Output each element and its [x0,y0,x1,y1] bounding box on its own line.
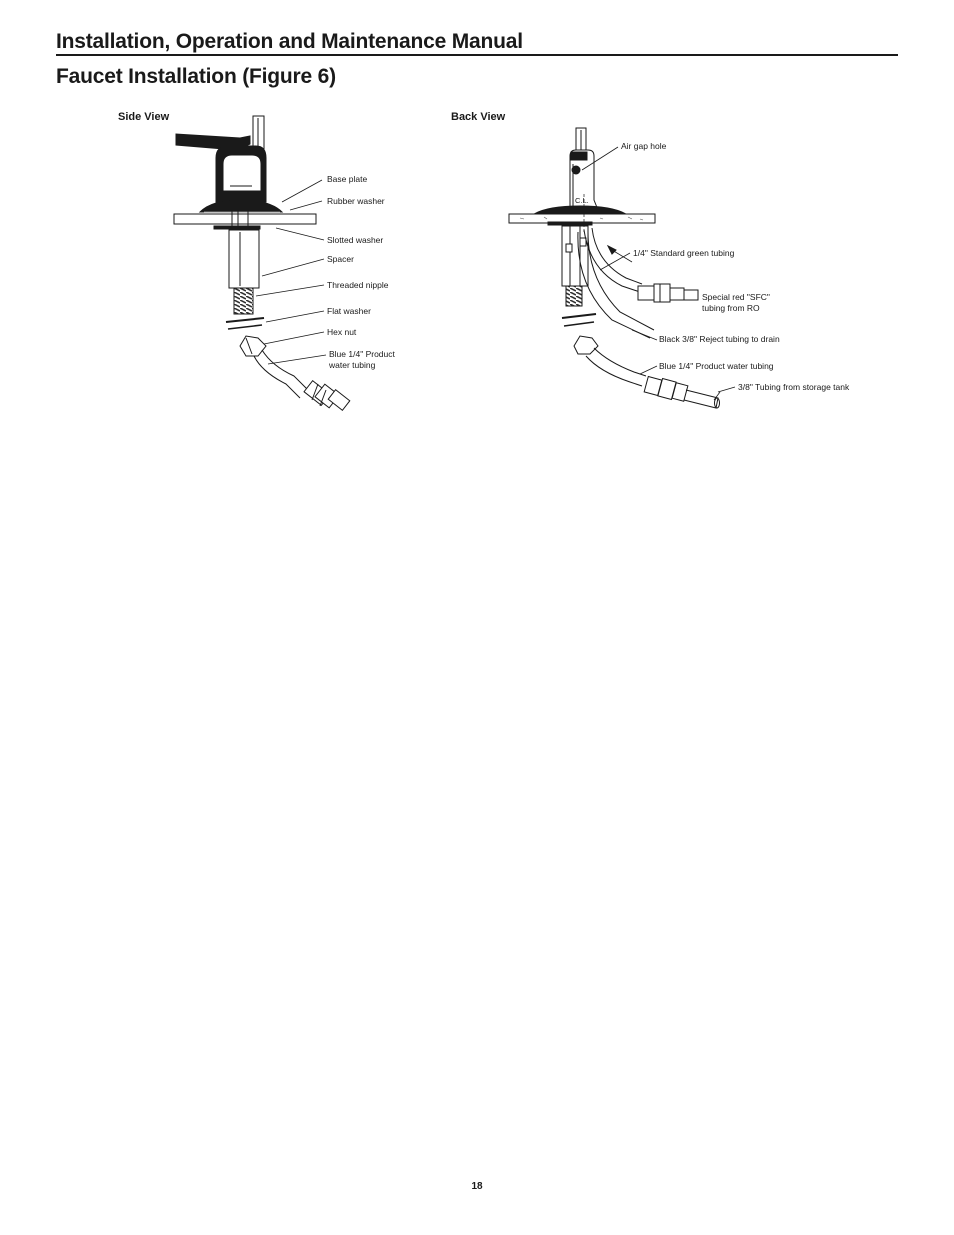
flat-washer [226,318,264,322]
base-plate [200,200,282,212]
callout-hex-nut: Hex nut [327,327,357,337]
section-title: Faucet Installation (Figure 6) [56,65,336,88]
callout-storage-tubing: 3/8" Tubing from storage tank [738,382,850,392]
flow-arrow-green [612,250,632,262]
callout-reject-tubing: Black 3/8" Reject tubing to drain [659,334,780,344]
callout-slotted-washer: Slotted washer [327,235,384,245]
callout-rubber-washer: Rubber washer [327,196,385,206]
back-blue-tubing [586,356,642,386]
back-hex-nut [574,336,598,354]
callout-sfc-tubing-line1: Special red "SFC" [702,292,770,302]
callout-base-plate: Base plate [327,174,368,184]
callout-green-tubing: 1/4" Standard green tubing [633,248,735,258]
callout-sfc-tubing-line2: tubing from RO [702,303,760,313]
back-threaded-nipple [566,286,582,306]
callout-back-blue-tubing: Blue 1/4" Product water tubing [659,361,774,371]
storage-tubing-fitting [644,376,719,408]
callout-sfc-tubing [702,292,770,314]
callout-flat-washer: Flat washer [327,306,371,316]
callout-spacer: Spacer [327,254,354,264]
page-number: 18 [471,1181,483,1192]
hex-nut [240,336,266,356]
side-view-label: Side View [118,111,170,123]
back-base-plate [534,206,626,214]
callout-threaded-nipple: Threaded nipple [327,280,389,290]
spacer [229,230,259,288]
back-view-label: Back View [451,111,506,123]
countertop [174,214,316,224]
manual-title: Installation, Operation and Maintenance Manual [56,30,523,53]
callout-blue-product-tubing-line2: water tubing [329,360,376,370]
side-view-drawing [174,116,350,410]
threaded-nipple [234,288,253,314]
green-tubing [584,230,640,292]
centerline-label: C.L. [575,196,589,205]
side-tubing-fitting [304,381,350,411]
callout-blue-product-tubing [329,349,395,371]
callout-air-gap-hole: Air gap hole [621,141,667,151]
slotted-washer [214,226,260,229]
callout-blue-product-tubing-line1: Blue 1/4" Product [329,349,395,359]
faucet-installation-diagram [0,0,954,440]
back-leader-lines [582,147,735,392]
sfc-tubing-fitting [638,284,698,302]
